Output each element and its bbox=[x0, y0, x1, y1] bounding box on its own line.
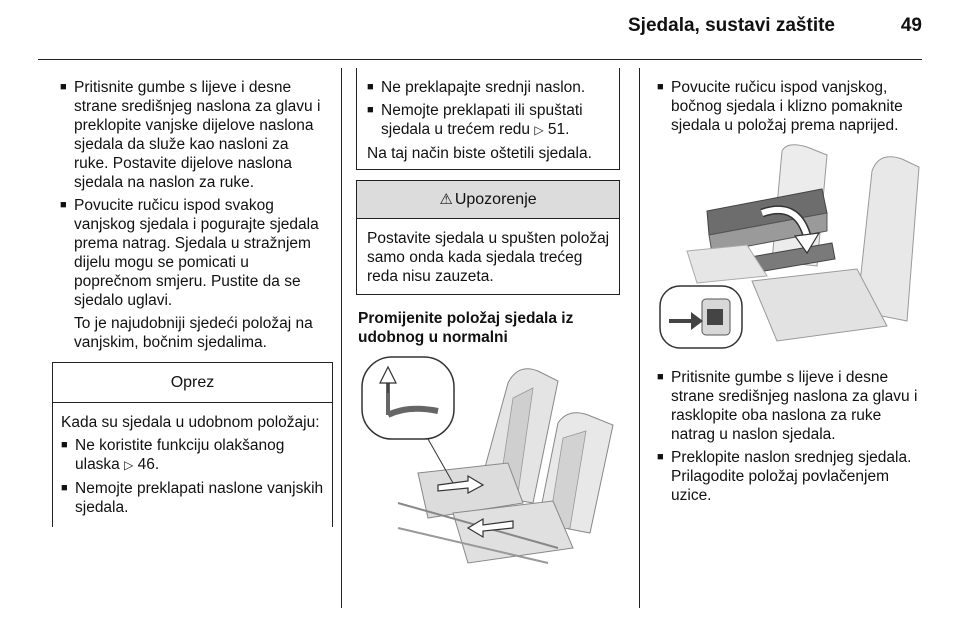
column-divider-left bbox=[341, 68, 342, 608]
list-item bbox=[367, 78, 619, 97]
page-ref-number: 46. bbox=[137, 456, 160, 473]
caution-title: Oprez bbox=[53, 363, 332, 403]
list-item bbox=[657, 448, 925, 505]
caution-body bbox=[53, 403, 332, 527]
caution-continued-box bbox=[356, 68, 620, 170]
column-divider-right bbox=[639, 68, 640, 608]
closing-note: Na taj način biste oštetili sjedala. bbox=[367, 145, 592, 162]
page-ref-arrow-icon: ▷ bbox=[534, 123, 544, 137]
page-ref-number: 51. bbox=[547, 121, 570, 138]
list-item bbox=[657, 368, 925, 444]
bullet-marker: ■ bbox=[61, 482, 68, 494]
bullet-marker: ■ bbox=[367, 104, 374, 116]
seat-illustration-svg bbox=[358, 353, 620, 568]
column-3 bbox=[657, 78, 925, 509]
caution-box bbox=[52, 362, 333, 527]
warning-box bbox=[356, 180, 620, 295]
bullet-marker: ■ bbox=[657, 371, 664, 383]
page-ref-arrow-icon: ▷ bbox=[124, 458, 134, 472]
list-item-text: Nemojte preklapati naslone vanjskih sjedala. bbox=[75, 480, 324, 516]
bullet-marker: ■ bbox=[60, 81, 67, 93]
header-title: Sjedala, sustavi zaštite bbox=[628, 15, 835, 36]
list-item-text: Ne preklapajte srednji naslon. bbox=[381, 79, 586, 96]
seat-slide-svg bbox=[657, 141, 925, 356]
list-item bbox=[60, 196, 325, 310]
warning-title bbox=[357, 181, 619, 219]
comfort-note: To je najudobniji sjedeći položaj na vanjskim, bočnim sjedalima. bbox=[74, 315, 313, 351]
section-subheading: Promijenite položaj sjedala iz udobnog u normalni bbox=[358, 310, 574, 346]
seat-slide-forward-illustration bbox=[657, 141, 925, 356]
list-item-text: Preklopite naslon srednjeg sjedala. Prilagodite položaj povlačenjem uzice. bbox=[671, 449, 912, 504]
column-1 bbox=[60, 78, 325, 527]
list-item-text: Povucite ručicu ispod svakog vanjskog sjedala i pogurajte sjedala prema natrag. Sjedala u stražnjem dijelu mogu se pomicati u poprečnom smjeru. Pustite da se sjedalo uglavi. bbox=[74, 197, 319, 309]
list-item bbox=[61, 479, 324, 517]
warning-title-text: Upozorenje bbox=[454, 191, 537, 208]
list-item-text: Povucite ručicu ispod vanjskog, bočnog sjedala i klizno pomaknite sjedala u položaj prema naprijed. bbox=[671, 79, 903, 134]
list-item-text bbox=[381, 101, 619, 140]
column-2 bbox=[358, 68, 620, 568]
caution-intro: Kada su sjedala u udobnom položaju: bbox=[61, 414, 320, 431]
list-item bbox=[61, 436, 324, 475]
warning-body: Postavite sjedala u spušten položaj samo onda kada sjedala trećeg reda nisu zauzeta. bbox=[367, 230, 610, 285]
page-ref-link[interactable] bbox=[124, 456, 159, 473]
caution-item-text: Ne koristite funkciju olakšanog ulaska bbox=[75, 437, 285, 473]
list-item-text: Pritisnite gumbe s lijeve i desne strane središnjeg naslona za glavu i preklopite vanjske dijelove naslona sjedala da služe kao nasloni za ruke. Postavite dijelove naslona sjedala na naslon za ruke. bbox=[74, 79, 321, 191]
bullet-marker: ■ bbox=[657, 81, 664, 93]
page-number: 49 bbox=[900, 15, 922, 36]
list-item bbox=[367, 101, 619, 140]
bullet-marker: ■ bbox=[60, 199, 67, 211]
header-rule bbox=[38, 59, 922, 60]
list-item-text bbox=[75, 436, 324, 475]
warning-triangle-icon: ⚠ bbox=[439, 191, 453, 208]
page-ref-link[interactable] bbox=[534, 121, 569, 138]
seat-adjust-illustration bbox=[358, 353, 620, 568]
third-row-note: Nemojte preklapati ili spuštati sjedala u trećem redu bbox=[381, 102, 583, 138]
bullet-marker: ■ bbox=[657, 451, 664, 463]
bullet-marker: ■ bbox=[61, 439, 68, 451]
list-item bbox=[657, 78, 925, 135]
list-item-text: Pritisnite gumbe s lijeve i desne strane središnjeg naslona za glavu i rasklopite oba naslona za ruke natrag u naslon sjedala. bbox=[671, 369, 918, 443]
bullet-marker: ■ bbox=[367, 81, 374, 93]
list-item bbox=[60, 78, 325, 192]
